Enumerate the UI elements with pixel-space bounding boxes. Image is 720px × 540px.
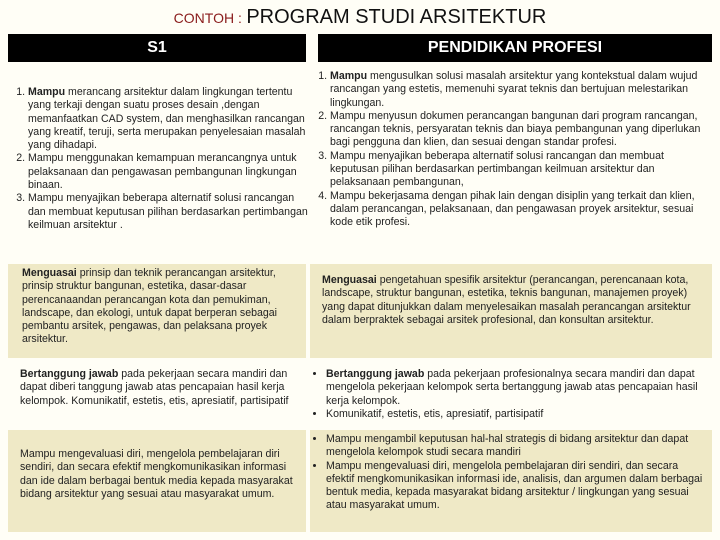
list-item: • Mampu mengevaluasi diri, mengelola pembelajaran diri sendiri, dan secara efektif mengkomunikasikan informasi ide, analisis, dan argumen dalam berbagai bentuk media, kepada masyarakat bidang arsitektur / lingkungan yang sesuai atau masyarakat umum. <box>326 460 704 513</box>
profesi-managerial <box>310 430 712 532</box>
s1-responsibility: Bertanggung jawab pada pekerjaan secara mandiri dan dapat diberi tanggung jawab atas pencapaian hasil kerja kelompok. Komunikatif, estetis, etis, apresiatif, partisipatif <box>20 368 289 407</box>
title-main: PROGRAM STUDI ARSITEKTUR <box>246 6 547 28</box>
profesi-abilities <box>310 70 712 230</box>
profesi-knowledge: Menguasai pengetahuan spesifik arsitektur (perancangan, perencanaan kota, landscape, struktur bangunan, estetika, teknis bangunan, manajemen proyek) yang dapat ditunjukkan dalam menyelesaikan masalah perancangan arsitektur dalam berpraktek sebagai arsitek profesional, dan konsultan arsitektur. <box>310 264 712 358</box>
list-item: • Mampu mengambil keputusan hal-hal strategis di bidang arsitektur dan dapat mengelola kelompok studi secara mandiri <box>326 433 704 460</box>
list-item: 1. Mampu mengusulkan solusi masalah arsitektur yang kontekstual dalam wujud rancangan yang estetis, memenuhi syarat teknis dan bertujuan melestarikan lingkungan. <box>330 70 712 110</box>
list-item: • Bertanggung jawab pada pekerjaan profesionalnya secara mandiri dan dapat mengelola pekerjaan kelompok serta bertanggung jawab atas pencapaian hasil kerja kelompok. <box>326 368 712 408</box>
s1-knowledge: Menguasai prinsip dan teknik perancangan arsitektur, prinsip struktur bangunan, estetika, dasar-dasar perencanaandan perancangan kota dan pemukiman, landscape, dan ekologi, untuk dapat berperan sebagai pembantu arsitek, pengawas, dan pelaksana proyek arsitektur. <box>8 264 306 358</box>
profesi-responsibility <box>310 368 712 421</box>
list-item: 1. Mampu merancang arsitektur dalam lingkungan tertentu yang terkaji dengan suatu proses desain ,dengan memanfaatkan CAD system, dan menghasilkan rancangan yang kreatif, teruji, serta merupakan penyelesaian masalah yang dihadapi. <box>28 86 308 152</box>
s1-managerial: Mampu mengevaluasi diri, mengelola pembelajaran diri sendiri, dan secara efektif mengkomunikasikan informasi dan ide dalam berbagai bentuk media kepada masyarakat bidang arsitektur yang sesuai atau masyarakat umum. <box>8 430 306 532</box>
list-item: 3. Mampu menyajikan beberapa alternatif solusi rancangan dan membuat keputusan pilihan berdasarkan pertimbangan keilmuan arsitektur dan pelaksanaan pembangunan, <box>330 150 712 190</box>
list-item: 2. Mampu menyusun dokumen perancangan bangunan dari program rancangan, rancangan teknis, persyaratan teknis dan biaya pembangunan yang diperlukan bagi pengguna dan klien, dan sesuai dengan standar profesi. <box>330 110 712 150</box>
list-item: • Komunikatif, estetis, etis, apresiatif, partisipatif <box>326 408 712 421</box>
page-title <box>0 6 720 29</box>
header-profesi: PENDIDIKAN PROFESI <box>318 34 712 62</box>
list-item: 4. Mampu bekerjasama dengan pihak lain dengan disiplin yang terkait dan klien, dalam perancangan, pelaksanaan, dan pengawasan proyek arsitektur, sesuai kode etik profesi. <box>330 190 712 230</box>
s1-abilities <box>8 86 308 232</box>
list-item: 2. Mampu menggunakan kemampuan merancangnya untuk pelaksanaan dan pengawasan pembangunan lingkungan binaan. <box>28 152 308 192</box>
header-s1: S1 <box>8 34 306 62</box>
title-prefix: CONTOH : <box>173 10 242 26</box>
list-item: 3. Mampu menyajikan beberapa alternatif solusi rancangan dan membuat keputusan pilihan berdasarkan pertimbangan keilmuan arsitektur . <box>28 192 308 232</box>
